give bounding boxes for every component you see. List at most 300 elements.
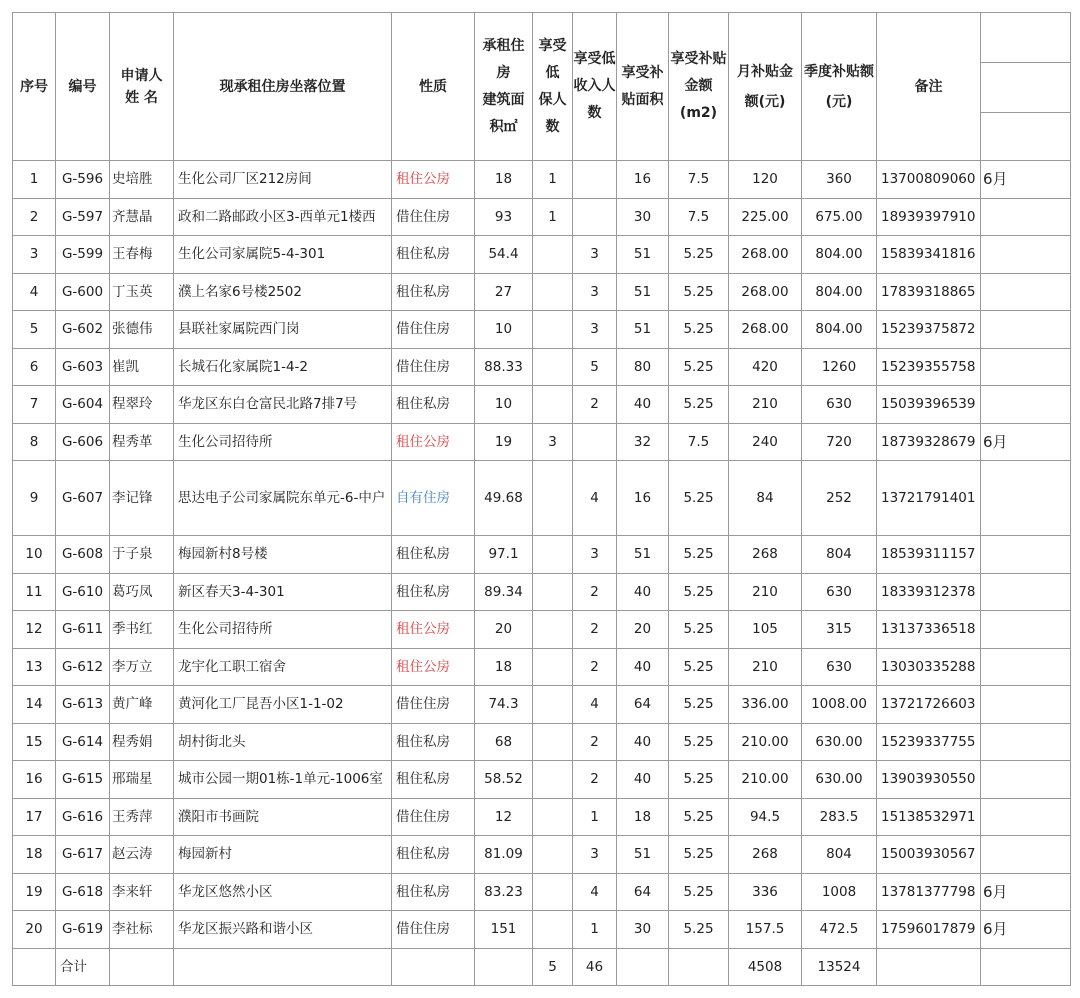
row-applicant-name: 程秀娟 <box>110 723 174 761</box>
row-area: 83.23 <box>475 873 533 911</box>
total-empty <box>877 948 981 985</box>
row-persons: 4 <box>573 873 617 911</box>
row-subarea: 64 <box>617 686 669 724</box>
row-seq: 10 <box>13 536 56 574</box>
table-row <box>13 911 1071 949</box>
total-empty <box>981 948 1071 985</box>
row-seq: 14 <box>13 686 56 724</box>
table-row <box>13 311 1071 349</box>
row-persons: 2 <box>573 573 617 611</box>
row-amount: 5.25 <box>669 611 729 649</box>
row-month <box>981 836 1071 874</box>
row-amount: 5.25 <box>669 648 729 686</box>
row-applicant-name: 崔凯 <box>110 348 174 386</box>
row-persons: 3 <box>573 273 617 311</box>
row-quarterly: 804.00 <box>802 273 877 311</box>
row-nature: 借住住房 <box>392 311 475 349</box>
row-amount: 5.25 <box>669 311 729 349</box>
row-quarterly: 804 <box>802 836 877 874</box>
row-seq: 8 <box>13 423 56 461</box>
row-subarea: 32 <box>617 423 669 461</box>
row-nature: 租住私房 <box>392 873 475 911</box>
row-code: G-611 <box>56 611 110 649</box>
row-seq: 18 <box>13 836 56 874</box>
header-quarterly: 季度补贴额 (元) <box>802 13 877 161</box>
row-quarterly: 804.00 <box>802 236 877 274</box>
row-location: 胡村街北头 <box>174 723 392 761</box>
row-quarterly: 1008 <box>802 873 877 911</box>
row-phone: 13781377798 <box>877 873 981 911</box>
row-month <box>981 611 1071 649</box>
row-area: 89.34 <box>475 573 533 611</box>
row-nature: 借住住房 <box>392 348 475 386</box>
row-location: 梅园新村8号楼 <box>174 536 392 574</box>
row-monthly: 210.00 <box>729 723 802 761</box>
row-nature: 租住公房 <box>392 161 475 199</box>
row-subarea: 16 <box>617 461 669 536</box>
row-month <box>981 573 1071 611</box>
row-location: 濮上名家6号楼2502 <box>174 273 392 311</box>
total-lowinc: 5 <box>533 948 573 985</box>
row-code: G-614 <box>56 723 110 761</box>
row-applicant-name: 黄广峰 <box>110 686 174 724</box>
table-row <box>13 161 1071 199</box>
row-applicant-name: 史培胜 <box>110 161 174 199</box>
row-month <box>981 386 1071 424</box>
header-location: 现承租住房坐落位置 <box>174 13 392 161</box>
table-row <box>13 461 1071 536</box>
row-monthly: 336.00 <box>729 686 802 724</box>
total-label: 合计 <box>56 948 110 985</box>
row-seq: 1 <box>13 161 56 199</box>
table-row <box>13 198 1071 236</box>
row-seq: 9 <box>13 461 56 536</box>
row-code: G-612 <box>56 648 110 686</box>
total-persons: 46 <box>573 948 617 985</box>
row-nature: 自有住房 <box>392 461 475 536</box>
row-persons: 3 <box>573 536 617 574</box>
row-applicant-name: 程翠玲 <box>110 386 174 424</box>
row-applicant-name: 王秀萍 <box>110 798 174 836</box>
row-quarterly: 283.5 <box>802 798 877 836</box>
row-persons: 2 <box>573 386 617 424</box>
row-location: 思达电子公司家属院东单元-6-中户 <box>174 461 392 536</box>
row-phone: 15003930567 <box>877 836 981 874</box>
row-location: 梅园新村 <box>174 836 392 874</box>
row-persons: 4 <box>573 461 617 536</box>
row-subarea: 51 <box>617 311 669 349</box>
header-seq: 序号 <box>13 13 56 161</box>
header-persons: 享受低 收入人 数 <box>573 13 617 161</box>
row-code: G-615 <box>56 761 110 799</box>
row-code: G-604 <box>56 386 110 424</box>
row-subarea: 40 <box>617 761 669 799</box>
row-monthly: 210 <box>729 573 802 611</box>
row-month <box>981 723 1071 761</box>
row-applicant-name: 李记锋 <box>110 461 174 536</box>
row-amount: 5.25 <box>669 761 729 799</box>
row-monthly: 240 <box>729 423 802 461</box>
row-monthly: 420 <box>729 348 802 386</box>
row-subarea: 40 <box>617 386 669 424</box>
row-month <box>981 648 1071 686</box>
row-location: 县联社家属院西门岗 <box>174 311 392 349</box>
table-row <box>13 536 1071 574</box>
row-persons: 2 <box>573 761 617 799</box>
row-phone: 15039396539 <box>877 386 981 424</box>
row-lowinc <box>533 761 573 799</box>
row-nature: 租住私房 <box>392 761 475 799</box>
row-seq: 6 <box>13 348 56 386</box>
row-phone: 15239355758 <box>877 348 981 386</box>
row-location: 华龙区悠然小区 <box>174 873 392 911</box>
row-lowinc <box>533 348 573 386</box>
row-area: 81.09 <box>475 836 533 874</box>
row-location: 政和二路邮政小区3-西单元1楼西 <box>174 198 392 236</box>
row-subarea: 16 <box>617 161 669 199</box>
row-monthly: 94.5 <box>729 798 802 836</box>
row-code: G-603 <box>56 348 110 386</box>
table-row <box>13 686 1071 724</box>
row-seq: 20 <box>13 911 56 949</box>
row-code: G-616 <box>56 798 110 836</box>
row-subarea: 30 <box>617 911 669 949</box>
row-applicant-name: 齐慧晶 <box>110 198 174 236</box>
row-location: 城市公园一期01栋-1单元-1006室 <box>174 761 392 799</box>
table-row <box>13 423 1071 461</box>
row-phone: 17596017879 <box>877 911 981 949</box>
row-amount: 7.5 <box>669 161 729 199</box>
row-lowinc <box>533 911 573 949</box>
row-area: 20 <box>475 611 533 649</box>
row-applicant-name: 李来轩 <box>110 873 174 911</box>
row-month <box>981 461 1071 536</box>
header-monthly: 月补贴金 额(元) <box>729 13 802 161</box>
total-monthly: 4508 <box>729 948 802 985</box>
row-seq: 15 <box>13 723 56 761</box>
extra-header-cell <box>981 63 1071 113</box>
header-applicant: 申请人 姓 名 <box>110 13 174 161</box>
header-lowinc: 享受 低 保人 数 <box>533 13 573 161</box>
row-monthly: 84 <box>729 461 802 536</box>
row-subarea: 20 <box>617 611 669 649</box>
header-code: 编号 <box>56 13 110 161</box>
row-lowinc <box>533 573 573 611</box>
row-lowinc <box>533 648 573 686</box>
row-seq: 13 <box>13 648 56 686</box>
row-lowinc <box>533 723 573 761</box>
table-row <box>13 648 1071 686</box>
row-month: 6月 <box>981 873 1071 911</box>
row-area: 54.4 <box>475 236 533 274</box>
row-quarterly: 1260 <box>802 348 877 386</box>
row-amount: 5.25 <box>669 273 729 311</box>
row-applicant-name: 李万立 <box>110 648 174 686</box>
row-code: G-613 <box>56 686 110 724</box>
row-code: G-618 <box>56 873 110 911</box>
header-area: 承租住 房 建筑面 积㎡ <box>475 13 533 161</box>
row-seq: 7 <box>13 386 56 424</box>
row-nature: 租住私房 <box>392 536 475 574</box>
row-area: 88.33 <box>475 348 533 386</box>
table-row <box>13 236 1071 274</box>
row-code: G-602 <box>56 311 110 349</box>
row-phone: 15239375872 <box>877 311 981 349</box>
row-amount: 5.25 <box>669 573 729 611</box>
row-lowinc <box>533 236 573 274</box>
row-amount: 7.5 <box>669 198 729 236</box>
row-seq: 16 <box>13 761 56 799</box>
row-month: 6月 <box>981 911 1071 949</box>
row-phone: 18939397910 <box>877 198 981 236</box>
row-area: 18 <box>475 161 533 199</box>
row-month: 6月 <box>981 423 1071 461</box>
row-quarterly: 315 <box>802 611 877 649</box>
row-area: 49.68 <box>475 461 533 536</box>
row-area: 58.52 <box>475 761 533 799</box>
row-monthly: 210 <box>729 648 802 686</box>
row-lowinc <box>533 686 573 724</box>
row-applicant-name: 赵云涛 <box>110 836 174 874</box>
row-amount: 5.25 <box>669 461 729 536</box>
row-phone: 18339312378 <box>877 573 981 611</box>
row-quarterly: 472.5 <box>802 911 877 949</box>
row-amount: 5.25 <box>669 873 729 911</box>
total-empty <box>475 948 533 985</box>
row-month <box>981 311 1071 349</box>
row-quarterly: 720 <box>802 423 877 461</box>
row-lowinc: 3 <box>533 423 573 461</box>
row-persons <box>573 198 617 236</box>
row-nature: 租住公房 <box>392 423 475 461</box>
row-subarea: 51 <box>617 236 669 274</box>
row-monthly: 268.00 <box>729 273 802 311</box>
row-code: G-610 <box>56 573 110 611</box>
row-phone: 18739328679 <box>877 423 981 461</box>
row-applicant-name: 王春梅 <box>110 236 174 274</box>
row-lowinc: 1 <box>533 161 573 199</box>
row-phone: 13030335288 <box>877 648 981 686</box>
row-quarterly: 1008.00 <box>802 686 877 724</box>
row-area: 19 <box>475 423 533 461</box>
table-body <box>13 161 1071 986</box>
row-area: 27 <box>475 273 533 311</box>
row-code: G-619 <box>56 911 110 949</box>
row-location: 黄河化工厂昆吾小区1-1-02 <box>174 686 392 724</box>
row-persons: 3 <box>573 236 617 274</box>
row-phone: 13721791401 <box>877 461 981 536</box>
row-monthly: 210 <box>729 386 802 424</box>
row-phone: 13903930550 <box>877 761 981 799</box>
table-row <box>13 611 1071 649</box>
row-location: 华龙区东白仓富民北路7排7号 <box>174 386 392 424</box>
row-nature: 借住住房 <box>392 798 475 836</box>
table-row <box>13 273 1071 311</box>
row-applicant-name: 程秀革 <box>110 423 174 461</box>
extra-header-cell <box>981 13 1071 63</box>
row-phone: 13137336518 <box>877 611 981 649</box>
row-code: G-600 <box>56 273 110 311</box>
row-area: 93 <box>475 198 533 236</box>
row-lowinc <box>533 836 573 874</box>
row-quarterly: 630 <box>802 648 877 686</box>
row-month <box>981 236 1071 274</box>
row-phone: 13721726603 <box>877 686 981 724</box>
row-subarea: 40 <box>617 723 669 761</box>
row-code: G-597 <box>56 198 110 236</box>
row-persons: 2 <box>573 648 617 686</box>
row-amount: 5.25 <box>669 536 729 574</box>
row-nature: 租住私房 <box>392 573 475 611</box>
subsidy-table <box>12 12 1071 986</box>
extra-header-cell <box>981 113 1071 161</box>
row-quarterly: 630 <box>802 386 877 424</box>
row-phone: 18539311157 <box>877 536 981 574</box>
row-amount: 5.25 <box>669 686 729 724</box>
row-subarea: 30 <box>617 198 669 236</box>
row-month <box>981 273 1071 311</box>
row-quarterly: 630 <box>802 573 877 611</box>
row-lowinc <box>533 273 573 311</box>
row-lowinc <box>533 536 573 574</box>
row-persons <box>573 423 617 461</box>
row-month <box>981 686 1071 724</box>
row-subarea: 51 <box>617 536 669 574</box>
row-area: 151 <box>475 911 533 949</box>
row-subarea: 40 <box>617 648 669 686</box>
row-nature: 租住私房 <box>392 386 475 424</box>
row-persons: 2 <box>573 611 617 649</box>
row-code: G-596 <box>56 161 110 199</box>
row-seq: 17 <box>13 798 56 836</box>
row-applicant-name: 张德伟 <box>110 311 174 349</box>
row-applicant-name: 季书红 <box>110 611 174 649</box>
row-nature: 租住公房 <box>392 648 475 686</box>
row-nature: 借住住房 <box>392 911 475 949</box>
row-persons: 3 <box>573 836 617 874</box>
row-location: 新区春天3-4-301 <box>174 573 392 611</box>
row-seq: 3 <box>13 236 56 274</box>
row-persons: 4 <box>573 686 617 724</box>
row-phone: 15239337755 <box>877 723 981 761</box>
total-empty <box>392 948 475 985</box>
row-amount: 5.25 <box>669 911 729 949</box>
row-month <box>981 761 1071 799</box>
row-subarea: 80 <box>617 348 669 386</box>
row-persons: 2 <box>573 723 617 761</box>
row-monthly: 268 <box>729 836 802 874</box>
row-lowinc <box>533 461 573 536</box>
row-area: 68 <box>475 723 533 761</box>
row-area: 10 <box>475 386 533 424</box>
row-applicant-name: 葛巧凤 <box>110 573 174 611</box>
table-row <box>13 798 1071 836</box>
row-amount: 5.25 <box>669 723 729 761</box>
row-subarea: 51 <box>617 836 669 874</box>
table-row <box>13 386 1071 424</box>
row-subarea: 18 <box>617 798 669 836</box>
row-subarea: 40 <box>617 573 669 611</box>
row-applicant-name: 于子泉 <box>110 536 174 574</box>
row-code: G-599 <box>56 236 110 274</box>
row-seq: 11 <box>13 573 56 611</box>
row-lowinc <box>533 386 573 424</box>
row-area: 97.1 <box>475 536 533 574</box>
row-lowinc <box>533 798 573 836</box>
total-empty <box>617 948 669 985</box>
header-subarea: 享受补 贴面积 <box>617 13 669 161</box>
row-code: G-606 <box>56 423 110 461</box>
total-quarterly: 13524 <box>802 948 877 985</box>
row-area: 10 <box>475 311 533 349</box>
row-monthly: 268.00 <box>729 311 802 349</box>
row-amount: 5.25 <box>669 236 729 274</box>
total-empty <box>669 948 729 985</box>
row-lowinc: 1 <box>533 198 573 236</box>
row-persons: 3 <box>573 311 617 349</box>
row-amount: 5.25 <box>669 348 729 386</box>
row-quarterly: 804 <box>802 536 877 574</box>
row-applicant-name: 邢瑞星 <box>110 761 174 799</box>
row-monthly: 225.00 <box>729 198 802 236</box>
row-nature: 借住住房 <box>392 686 475 724</box>
row-quarterly: 675.00 <box>802 198 877 236</box>
row-quarterly: 630.00 <box>802 761 877 799</box>
total-empty <box>13 948 56 985</box>
row-quarterly: 252 <box>802 461 877 536</box>
total-empty <box>110 948 174 985</box>
row-monthly: 268.00 <box>729 236 802 274</box>
row-month: 6月 <box>981 161 1071 199</box>
row-nature: 租住私房 <box>392 273 475 311</box>
row-persons: 5 <box>573 348 617 386</box>
row-lowinc <box>533 311 573 349</box>
row-location: 生化公司招待所 <box>174 611 392 649</box>
header-nature: 性质 <box>392 13 475 161</box>
row-nature: 租住私房 <box>392 236 475 274</box>
total-empty <box>174 948 392 985</box>
row-persons <box>573 161 617 199</box>
row-quarterly: 804.00 <box>802 311 877 349</box>
row-nature: 租住公房 <box>392 611 475 649</box>
row-location: 生化公司厂区212房间 <box>174 161 392 199</box>
row-amount: 7.5 <box>669 423 729 461</box>
row-phone: 15839341816 <box>877 236 981 274</box>
header-remark: 备注 <box>877 13 981 161</box>
row-monthly: 268 <box>729 536 802 574</box>
row-monthly: 157.5 <box>729 911 802 949</box>
row-persons: 1 <box>573 911 617 949</box>
row-code: G-607 <box>56 461 110 536</box>
row-applicant-name: 李社标 <box>110 911 174 949</box>
row-location: 生化公司招待所 <box>174 423 392 461</box>
row-phone: 13700809060 <box>877 161 981 199</box>
row-seq: 19 <box>13 873 56 911</box>
table-row <box>13 723 1071 761</box>
header-amount: 享受补贴 金额 (m2) <box>669 13 729 161</box>
row-location: 长城石化家属院1-4-2 <box>174 348 392 386</box>
row-monthly: 105 <box>729 611 802 649</box>
row-persons: 1 <box>573 798 617 836</box>
row-amount: 5.25 <box>669 836 729 874</box>
row-area: 74.3 <box>475 686 533 724</box>
row-seq: 12 <box>13 611 56 649</box>
total-row <box>13 948 1071 985</box>
table-row <box>13 573 1071 611</box>
row-applicant-name: 丁玉英 <box>110 273 174 311</box>
row-lowinc <box>533 873 573 911</box>
row-area: 18 <box>475 648 533 686</box>
